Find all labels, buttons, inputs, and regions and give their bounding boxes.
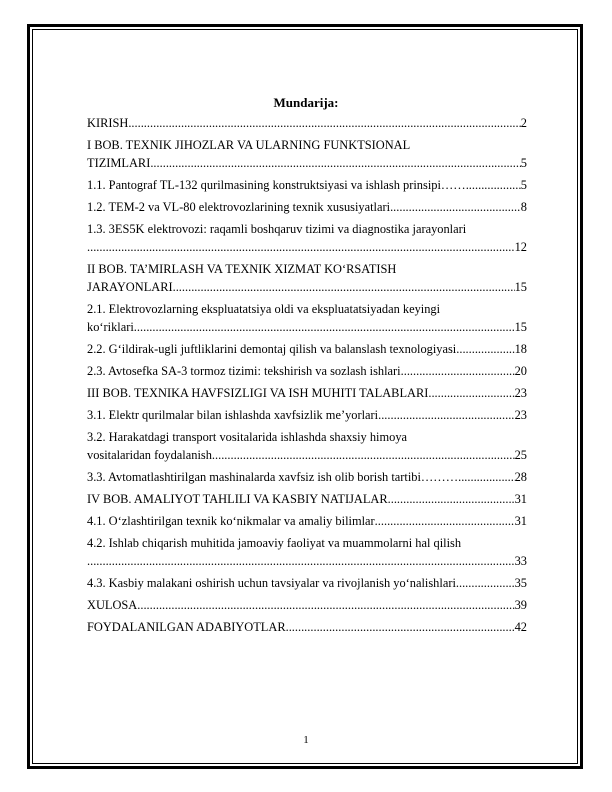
toc-entry-title: 3.1. Elektr qurilmalar bilan ishlashda xavfsizlik me’yorlari <box>87 408 379 422</box>
toc-entry[interactable] <box>87 220 527 256</box>
toc-entry-page: 18 <box>514 342 527 356</box>
toc-entry[interactable] <box>87 198 527 216</box>
toc-entry-line <box>87 362 527 380</box>
toc-dot-leader <box>128 114 520 132</box>
toc-dot-leader <box>150 154 520 172</box>
toc-entry-line <box>87 406 527 424</box>
toc-entry[interactable] <box>87 406 527 424</box>
toc-entry-title: IV BOB. AMALIYOT TAHLILI VA KASBIY NATIJALAR <box>87 492 388 506</box>
toc-entry[interactable] <box>87 384 527 402</box>
toc-entry-line <box>87 618 527 636</box>
toc-entry[interactable] <box>87 468 527 486</box>
toc-entry-line <box>87 384 527 402</box>
toc-entry-page: 42 <box>514 620 527 634</box>
toc-entry-page: 28 <box>514 470 527 484</box>
toc-entry-line <box>87 468 527 486</box>
toc-entry-title: 4.1. O‘zlashtirilgan texnik ko‘nikmalar va amaliy bilimlar <box>87 514 375 528</box>
toc-entry-page: 35 <box>514 576 527 590</box>
toc-entry-title: 1.1. Pantograf TL-132 qurilmasining konstruktsiyasi va ishlash prinsipi…… <box>87 178 466 192</box>
toc-entry-title: FOYDALANILGAN ADABIYOTLAR <box>87 620 286 634</box>
toc-dot-leader <box>134 318 515 336</box>
toc-dot-leader <box>401 362 515 380</box>
toc-entry-title-line1: I BOB. TEXNIK JIHOZLAR VA ULARNING FUNKTSIONAL <box>87 138 411 152</box>
toc-entry-title-line1: 4.2. Ishlab chiqarish muhitida jamoaviy faoliyat va muammolarni hal qilish <box>87 536 462 550</box>
toc-entry[interactable] <box>87 596 527 614</box>
toc-entry[interactable] <box>87 176 527 194</box>
toc-entry-page: 31 <box>514 492 527 506</box>
toc-dot-leader <box>87 238 515 256</box>
toc-entry[interactable] <box>87 618 527 636</box>
toc-entry-title-line1: 3.2. Harakatdagi transport vositalarida ishlashda shaxsiy himoya <box>87 430 408 444</box>
toc-dot-leader <box>137 596 514 614</box>
toc-entry-title: 4.3. Kasbiy malakani oshirish uchun tavsiyalar va rivojlanish yo‘nalishlari <box>87 576 456 590</box>
toc-entry-line <box>87 512 527 530</box>
toc-entry-page: 8 <box>520 200 527 214</box>
toc-title: Mundarija: <box>273 95 339 110</box>
toc-entry-line <box>87 596 527 614</box>
toc-entry-page: 25 <box>514 448 527 462</box>
toc-dot-leader <box>87 552 515 570</box>
table-of-contents <box>87 114 527 640</box>
page-number: 1 <box>303 734 309 746</box>
toc-dot-leader <box>456 340 514 358</box>
toc-entry-page: 5 <box>520 156 527 170</box>
toc-entry-title: 3.3. Avtomatlashtirilgan mashinalarda xavfsiz ish olib borish tartibi………. <box>87 470 462 484</box>
toc-entry-page: 20 <box>514 364 527 378</box>
toc-dot-leader <box>286 618 515 636</box>
toc-entry[interactable] <box>87 362 527 380</box>
toc-entry-line <box>87 340 527 358</box>
toc-entry-line <box>87 318 527 336</box>
toc-dot-leader <box>173 278 515 296</box>
toc-dot-leader <box>390 198 521 216</box>
toc-dot-leader <box>461 468 514 486</box>
toc-entry-page: 12 <box>514 240 527 254</box>
toc-entry-line <box>87 154 527 172</box>
toc-dot-leader <box>456 574 515 592</box>
toc-entry[interactable] <box>87 260 527 296</box>
toc-entry-title: XULOSA <box>87 598 138 612</box>
toc-entry-page: 15 <box>514 280 527 294</box>
toc-entry-title: 2.3. Avtosefka SA-3 tormoz tizimi: tekshirish va sozlash ishlari <box>87 364 401 378</box>
toc-entry[interactable] <box>87 512 527 530</box>
toc-entry-title: 1.2. TEM-2 va VL-80 elektrovozlarining texnik xususiyatlari <box>87 200 391 214</box>
toc-entry-line <box>87 198 527 216</box>
toc-entry-page: 23 <box>514 386 527 400</box>
toc-entry-line <box>87 238 527 256</box>
toc-entry[interactable] <box>87 490 527 508</box>
toc-entry-title: KIRISH <box>87 116 129 130</box>
toc-entry[interactable] <box>87 574 527 592</box>
toc-entry-title-line1: 1.3. 3ES5K elektrovozi: raqamli boshqaruv tizimi va diagnostika jarayonlari <box>87 222 467 236</box>
toc-entry-page: 31 <box>514 514 527 528</box>
toc-entry-title: JARAYONLARI <box>87 280 173 294</box>
toc-dot-leader <box>212 446 515 464</box>
toc-entry-page: 2 <box>520 116 527 130</box>
toc-dot-leader <box>375 512 515 530</box>
toc-entry-page: 33 <box>514 554 527 568</box>
toc-dot-leader <box>378 406 515 424</box>
toc-entry-page: 39 <box>514 598 527 612</box>
toc-entry-line <box>87 278 527 296</box>
toc-entry-line <box>87 490 527 508</box>
toc-dot-leader <box>466 176 521 194</box>
toc-entry-page: 5 <box>520 178 527 192</box>
toc-entry-page: 15 <box>514 320 527 334</box>
toc-entry-line <box>87 114 527 132</box>
toc-entry-page: 23 <box>514 408 527 422</box>
toc-entry-title: III BOB. TEXNIKA HAVFSIZLIGI VA ISH MUHITI TALABLARI <box>87 386 429 400</box>
toc-entry-title: ko‘riklari <box>87 320 134 334</box>
toc-entry[interactable] <box>87 340 527 358</box>
toc-entry[interactable] <box>87 114 527 132</box>
toc-entry[interactable] <box>87 428 527 464</box>
toc-entry-title: TIZIMLARI <box>87 156 151 170</box>
toc-entry-line <box>87 552 527 570</box>
toc-entry[interactable] <box>87 300 527 336</box>
toc-dot-leader <box>388 490 515 508</box>
toc-dot-leader <box>428 384 514 402</box>
toc-entry-title: 2.2. G‘ildirak-ugli juftliklarini demontaj qilish va balanslash texnologiyasi <box>87 342 457 356</box>
toc-entry-title: vositalaridan foydalanish <box>87 448 212 462</box>
toc-entry-line <box>87 446 527 464</box>
toc-entry-line <box>87 574 527 592</box>
toc-entry-title-line1: II BOB. TA’MIRLASH VA TEXNIK XIZMAT KO‘RSATISH <box>87 262 397 276</box>
toc-entry[interactable] <box>87 534 527 570</box>
toc-entry[interactable] <box>87 136 527 172</box>
toc-entry-line <box>87 176 527 194</box>
toc-entry-title-line1: 2.1. Elektrovozlarning ekspluatatsiya oldi va ekspluatatsiyadan keyingi <box>87 302 441 316</box>
